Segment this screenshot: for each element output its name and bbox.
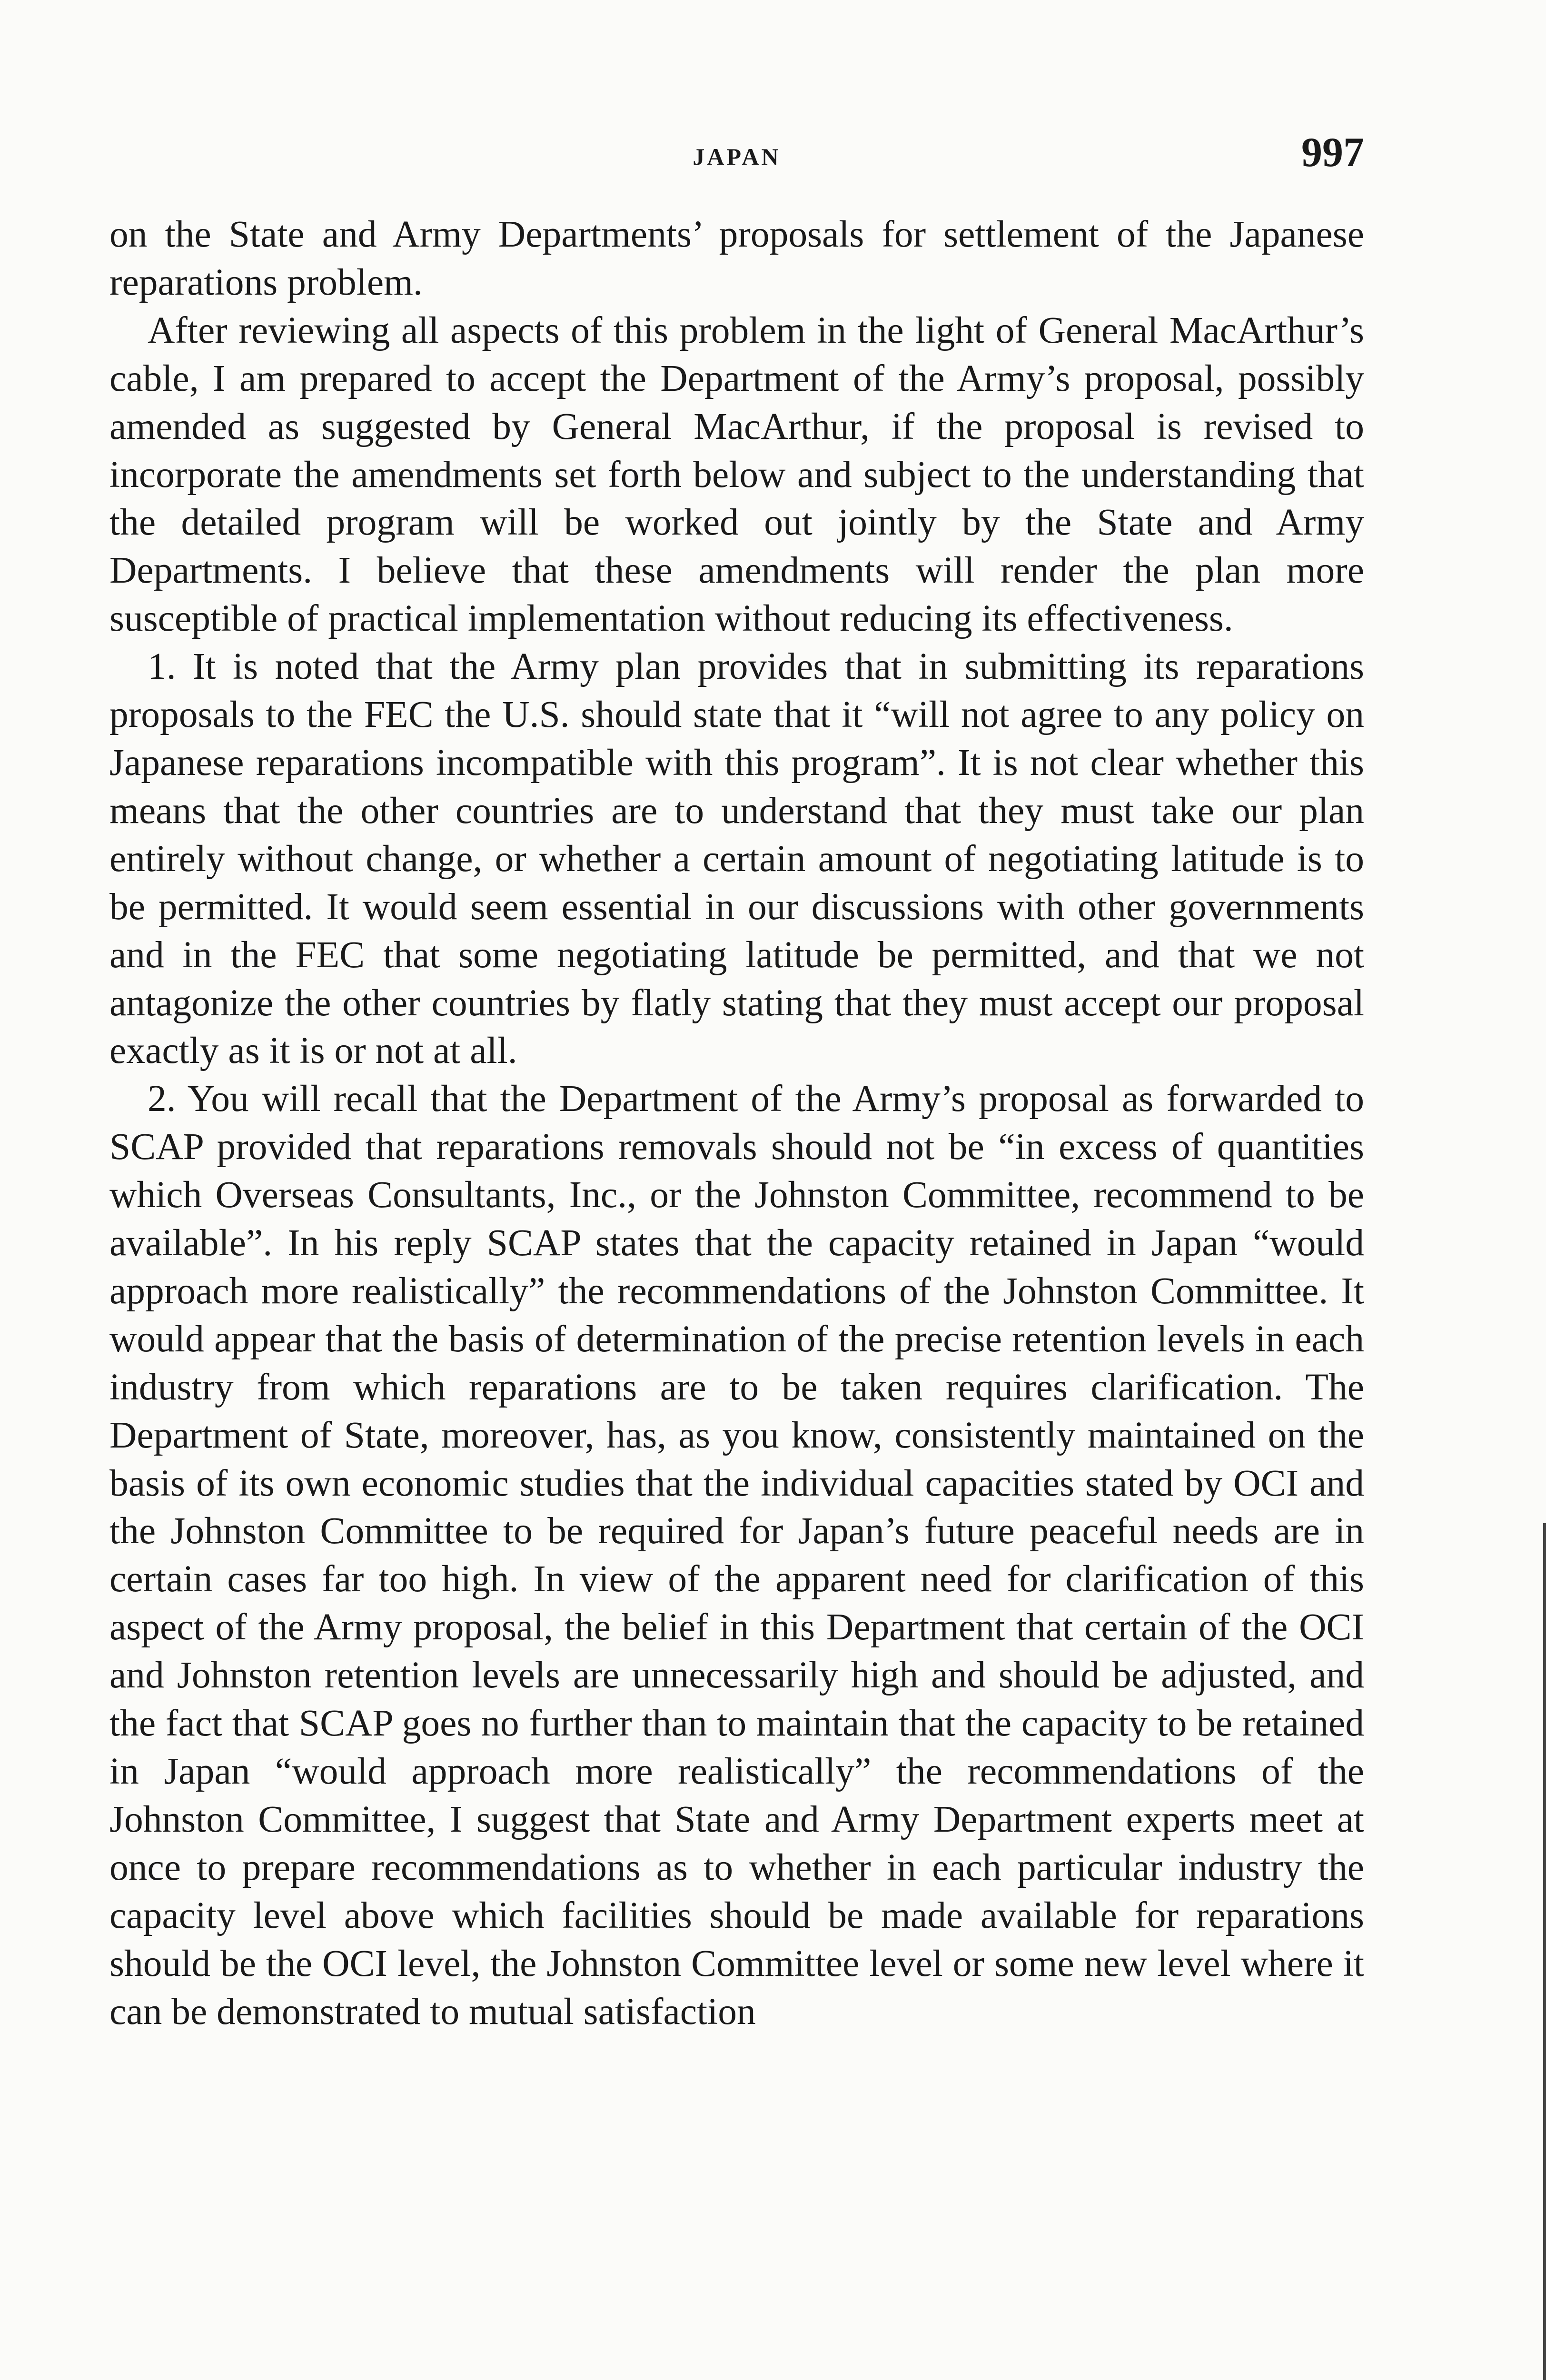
paragraph-point-2: 2. You will recall that the Department of the Army’s proposal as forwarded to SCAP provided that reparations removals should not be “in excess of quantities which Overseas Consultants, Inc., or the Johnston Committee, recommend to be available”. In his reply SCAP states that the capacity retained in Japan “would approach more realistically” the recommendations of the Johnston Committee. It would appear that the basis of determination of the precise retention levels in each industry from which reparations are to be taken requires clarification. The Department of State, moreover, has, as you know, consistently maintained on the basis of its own economic studies that the individual capacities stated by OCI and the Johnston Committee to be required for Japan’s future peaceful needs are in certain cases far too high. In view of the apparent need for clarification of this aspect of the Army proposal, the belief in this Department that certain of the OCI and Johnston retention levels are unnecessarily high and should be adjusted, and the fact that SCAP goes no further than to maintain that the capacity to be retained in Japan “would approach more realistically” the recommendations of the Johnston Committee, I suggest that State and Army Department experts meet at once to prepare recommendations as to whether in each particular industry the capacity level above which facilities should be made available for reparations should be the OCI level, the Johnston Committee level or some new level where it can be demonstrated to mutual satisfaction (109, 1078, 1364, 2033)
running-title: JAPAN (693, 143, 781, 170)
paragraph-continuation: on the State and Army Departments’ proposals for settlement of the Japanese reparations problem. (109, 213, 1364, 303)
scan-edge-line (1543, 1523, 1546, 2380)
page-number: 997 (1301, 129, 1364, 176)
body-text (109, 210, 1364, 2329)
running-header (109, 124, 1364, 186)
paragraph-point-1: 1. It is noted that the Army plan provides that in submitting its reparations proposals to the FEC the U.S. should state that it “will not agree to any policy on Japanese reparations incompatible with this program”. It is not clear whether this means that the other countries are to understand that they must take our plan entirely without change, or whether a certain amount of negotiating latitude is to be permitted. It would seem essential in our discussions with other governments and in the FEC that some negotiating latitude be permitted, and that we not antagonize the other countries by flatly stating that they must accept our proposal exactly as it is or not at all. (109, 645, 1364, 1072)
paragraph-review: After reviewing all aspects of this problem in the light of General MacArthur’s cable, I am prepared to accept the Department of the Army’s proposal, possibly amended as suggested by General MacArthur, if the proposal is revised to incorporate the amendments set forth below and subject to the understanding that the detailed program will be worked out jointly by the State and Army Departments. I believe that these amendments will render the plan more susceptible of practical implementation without reducing its effectiveness. (109, 309, 1364, 640)
